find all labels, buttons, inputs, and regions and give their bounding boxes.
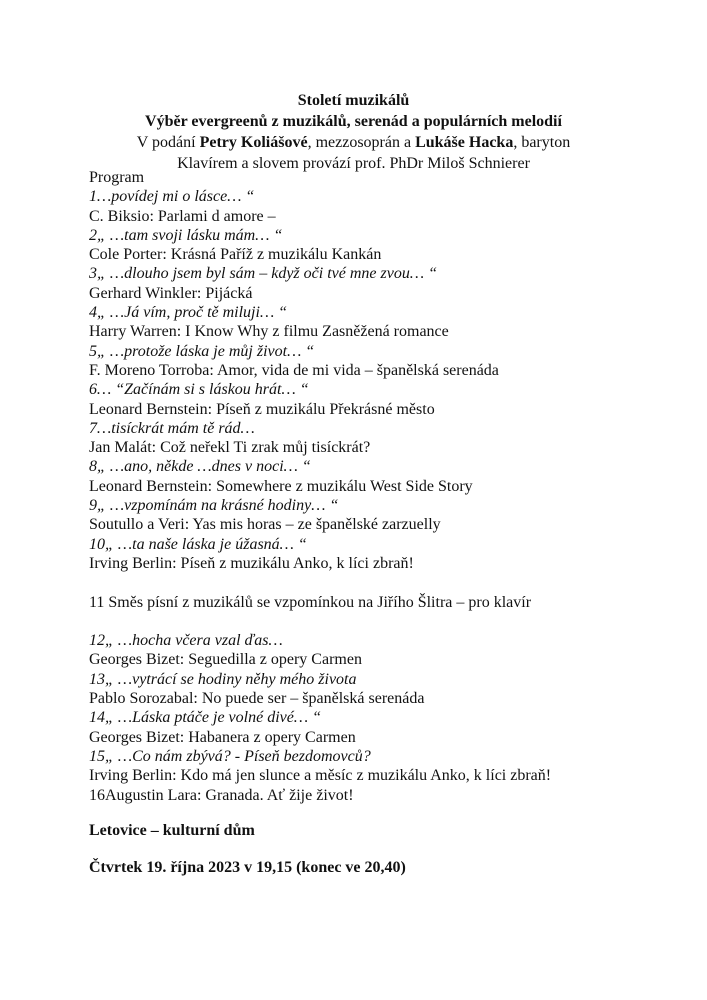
program-motto: 3„ …dlouho jsem byl sám – když oči tvé mne zvou… “ — [89, 265, 437, 283]
concert-title: Století muzikálů — [297, 92, 410, 109]
program-motto: 10„ …ta naše láska je úžasná… “ — [89, 535, 307, 553]
program-piece: Georges Bizet: Habanera z opery Carmen — [89, 728, 356, 746]
concert-subtitle: Výběr evergreenů z muzikálů, serenád a populárních melodií — [145, 113, 562, 130]
program-piece: Gerhard Winkler: Pijácká — [89, 284, 253, 302]
program-last-item: 16Augustin Lara: Granada. Ať žije život! — [89, 786, 354, 804]
program-motto: 9„ …vzpomínám na krásné hodiny… “ — [89, 497, 339, 515]
venue: Letovice – kulturní dům — [89, 822, 255, 839]
program-motto: 4„ …Já vím, proč tě miluji… “ — [89, 304, 288, 322]
program-piece: Irving Berlin: Píseň z muzikálu Anko, k líci zbraň! — [89, 554, 414, 572]
program-piece: C. Biksio: Parlami d amore – — [89, 207, 276, 225]
program-motto: 5„ …protože láska je můj život… “ — [89, 342, 315, 360]
performers-line — [0, 132, 707, 153]
header — [0, 90, 707, 174]
performer-1-role: , mezzosoprán a — [307, 134, 416, 151]
program-motto: 15„ …Co nám zbývá? - Píseň bezdomovců? — [89, 747, 371, 765]
program-motto: 8„ …ano, někde …dnes v noci… “ — [89, 458, 311, 476]
program-heading: Program — [89, 169, 145, 186]
program-piece: F. Moreno Torroba: Amor, vida de mi vida – španělská serenáda — [89, 361, 499, 379]
program-motto: 12„ …hocha včera vzal ďas… — [89, 632, 283, 650]
program-piece: Soutullo a Veri: Yas mis horas – ze španělské zarzuelly — [89, 516, 441, 534]
program-piece: Leonard Bernstein: Píseň z muzikálu Překrásné město — [89, 400, 435, 418]
spacer — [89, 612, 689, 631]
program-motto: 14„ …Láska ptáče je volné divé… “ — [89, 709, 321, 727]
program-motto: 13„ …vytrácí se hodiny něhy mého života — [89, 670, 357, 688]
performers-prefix: V podání — [136, 134, 200, 151]
event-date: Čtvrtek 19. října 2023 v 19,15 (konec ve 20,40) — [89, 859, 406, 876]
program-piece: Leonard Bernstein: Somewhere z muzikálu West Side Story — [89, 477, 473, 495]
performer-1: Petry Koliášové — [199, 134, 308, 151]
program-piece: Georges Bizet: Seguedilla z opery Carmen — [89, 651, 362, 669]
program-motto: 7…tisíckrát mám tě rád… — [89, 419, 255, 437]
performer-2-role: , baryton — [513, 134, 571, 151]
program-motto: 6… “Začínám si s láskou hrát… “ — [89, 381, 309, 399]
spacer — [89, 573, 689, 592]
program-piece: Pablo Sorozabal: No puede ser – španělská serenáda — [89, 690, 425, 708]
performer-2: Lukáše Hacka — [415, 134, 514, 151]
program-motto: 1…povídej mi o lásce… “ — [89, 188, 255, 206]
program-section — [89, 168, 689, 805]
program-piece: Cole Porter: Krásná Paříž z muzikálu Kankán — [89, 246, 382, 264]
program-medley: 11 Směs písní z muzikálů se vzpomínkou na Jiřího Šlitra – pro klavír — [89, 593, 532, 611]
program-piece: Irving Berlin: Kdo má jen slunce a měsíc z muzikálu Anko, k líci zbraň! — [89, 767, 552, 785]
program-piece: Jan Malát: Což neřekl Ti zrak můj tisíckrát? — [89, 439, 371, 457]
program-motto: 2„ …tam svoji lásku mám… “ — [89, 226, 283, 244]
accompaniment-line: Klavírem a slovem provází prof. PhDr Miloš Schnierer — [177, 155, 530, 172]
program-piece: Harry Warren: I Know Why z filmu Zasněžená romance — [89, 323, 449, 341]
